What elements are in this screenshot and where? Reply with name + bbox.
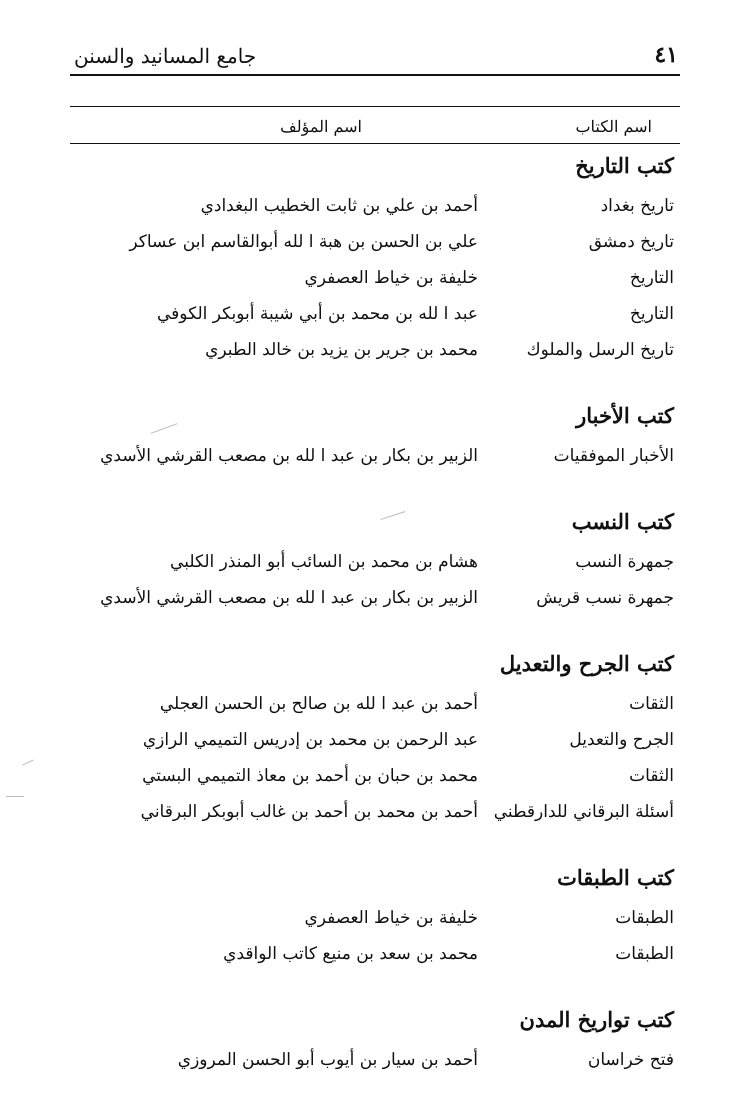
scan-mark bbox=[22, 760, 33, 766]
page-number: ٤١ bbox=[654, 42, 678, 68]
author-name: هشام بن محمد بن السائب أبو المنذر الكلبي bbox=[170, 552, 478, 572]
source-row bbox=[70, 296, 676, 332]
book-title: الطبقات bbox=[615, 908, 674, 928]
book-title: الجرح والتعديل bbox=[569, 730, 674, 750]
author-name: خليفة بن خياط العصفري bbox=[304, 908, 478, 928]
book-title: أسئلة البرقاني للدارقطني bbox=[493, 802, 674, 822]
book-title: فتح خراسان bbox=[587, 1050, 674, 1070]
section-title: كتب النسب bbox=[571, 509, 674, 534]
source-row bbox=[70, 936, 676, 972]
book-title: تاريخ الرسل والملوك bbox=[526, 340, 674, 360]
book-title: جمهرة النسب bbox=[575, 552, 674, 572]
author-name: محمد بن حبان بن أحمد بن معاذ التميمي البستي bbox=[142, 766, 478, 786]
author-name: خليفة بن خياط العصفري bbox=[304, 268, 478, 288]
author-name: علي بن الحسن بن هبة ا لله أبوالقاسم ابن عساكر bbox=[129, 232, 478, 252]
book-title: تاريخ بغداد bbox=[600, 196, 674, 216]
source-row bbox=[70, 794, 676, 830]
book-title: تاريخ دمشق bbox=[588, 232, 674, 252]
column-headings bbox=[70, 106, 680, 144]
sources-list bbox=[70, 142, 676, 1112]
author-name: محمد بن جرير بن يزيد بن خالد الطبري bbox=[205, 340, 478, 360]
section-title: كتب تواريخ المدن bbox=[519, 1007, 674, 1032]
book-title: الطبقات bbox=[615, 944, 674, 964]
book-title: الأخبار الموفقيات bbox=[553, 446, 674, 466]
section-title: كتب الجرح والتعديل bbox=[499, 651, 674, 676]
running-header bbox=[70, 40, 680, 76]
source-row bbox=[70, 900, 676, 936]
running-title: جامع المسانيد والسنن bbox=[74, 44, 257, 68]
source-row bbox=[70, 544, 676, 580]
author-name: أحمد بن عبد ا لله بن صالح بن الحسن العجلي bbox=[159, 694, 478, 714]
section-title: كتب الأخبار bbox=[576, 403, 674, 428]
source-row bbox=[70, 332, 676, 368]
book-title-column-heading: اسم الكتاب bbox=[575, 117, 652, 136]
source-row bbox=[70, 188, 676, 224]
source-row bbox=[70, 580, 676, 616]
source-row bbox=[70, 758, 676, 794]
author-name: أحمد بن علي بن ثابت الخطيب البغدادي bbox=[200, 196, 478, 216]
source-row bbox=[70, 686, 676, 722]
author-name: الزبير بن بكار بن عبد ا لله بن مصعب القرشي الأسدي bbox=[100, 446, 478, 466]
source-row bbox=[70, 224, 676, 260]
section-title: كتب الطبقات bbox=[557, 865, 674, 890]
book-title: الثقات bbox=[629, 694, 674, 714]
author-name: أحمد بن محمد بن أحمد بن غالب أبوبكر البرقاني bbox=[140, 802, 478, 822]
section-title: كتب التاريخ bbox=[575, 153, 674, 178]
book-title: جمهرة نسب قريش bbox=[536, 588, 674, 608]
scan-mark bbox=[6, 796, 24, 797]
author-name: محمد بن سعد بن منيع كاتب الواقدي bbox=[223, 944, 478, 964]
source-row bbox=[70, 722, 676, 758]
section-city-histories bbox=[70, 1006, 676, 1078]
source-row bbox=[70, 260, 676, 296]
source-row bbox=[70, 1042, 676, 1078]
source-row bbox=[70, 438, 676, 474]
author-name: أحمد بن سيار بن أيوب أبو الحسن المروزي bbox=[177, 1050, 478, 1070]
author-column-heading: اسم المؤلف bbox=[280, 117, 362, 136]
section-biographical-classes bbox=[70, 864, 676, 972]
section-reports bbox=[70, 402, 676, 474]
author-name: عبد الرحمن بن محمد بن إدريس التميمي الرازي bbox=[142, 730, 478, 750]
book-title: التاريخ bbox=[629, 304, 674, 324]
book-title: الثقات bbox=[629, 766, 674, 786]
author-name: عبد ا لله بن محمد بن أبي شيبة أبوبكر الكوفي bbox=[157, 304, 478, 324]
section-history bbox=[70, 152, 676, 368]
section-narrator-criticism bbox=[70, 650, 676, 830]
section-genealogy bbox=[70, 508, 676, 616]
author-name: الزبير بن بكار بن عبد ا لله بن مصعب القرشي الأسدي bbox=[100, 588, 478, 608]
book-title: التاريخ bbox=[629, 268, 674, 288]
